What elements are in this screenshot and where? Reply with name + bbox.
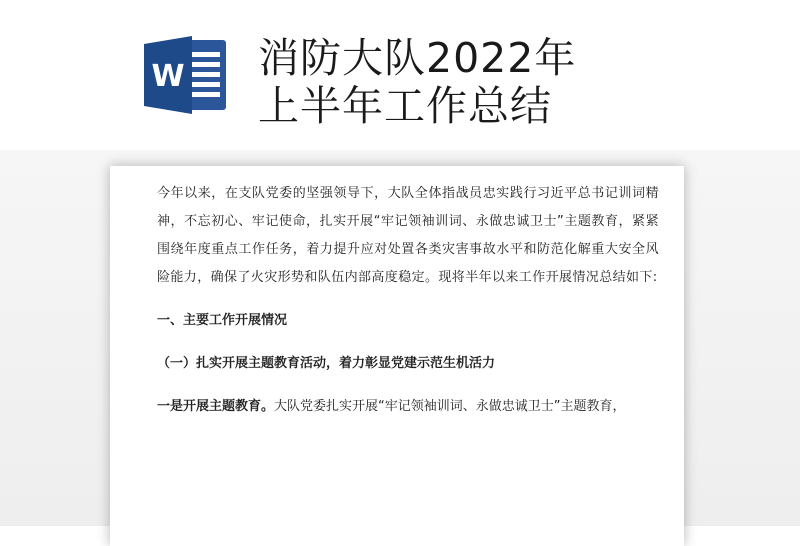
title-line-2: 上半年工作总结 xyxy=(258,82,552,130)
paragraph-text: 大队党委扎实开展“牢记领袖训词、永做忠诚卫士”主题教育， xyxy=(274,399,626,414)
page-title xyxy=(258,34,576,130)
document-body xyxy=(157,180,659,421)
document-page xyxy=(110,166,684,546)
section-heading: 一、主要工作开展情况 xyxy=(157,313,288,328)
intro-paragraph: 今年以来，在支队党委的坚强领导下，大队全体指战员忠实践行习近平总书记训词精神，不忘初心、牢记使命，扎实开展“牢记领袖训词、永做忠诚卫士”主题教育，紧紧围绕年度重点工作任务，着力提升应对处置各类灾害事故水平和防范化解重大安全风险能力，确保了火灾形势和队伍内部高度稳定。现将半年以来工作开展情况总结如下: xyxy=(157,186,659,285)
paragraph-lead: 一是开展主题教育。 xyxy=(157,399,275,414)
word-icon-letter: W xyxy=(151,59,185,94)
body-paragraph xyxy=(157,393,659,421)
subsection-heading: （一）扎实开展主题教育活动，着力彰显党建示范生机活力 xyxy=(157,356,496,371)
word-document-icon xyxy=(144,34,228,116)
title-line-1: 消防大队2022年 xyxy=(258,34,577,82)
